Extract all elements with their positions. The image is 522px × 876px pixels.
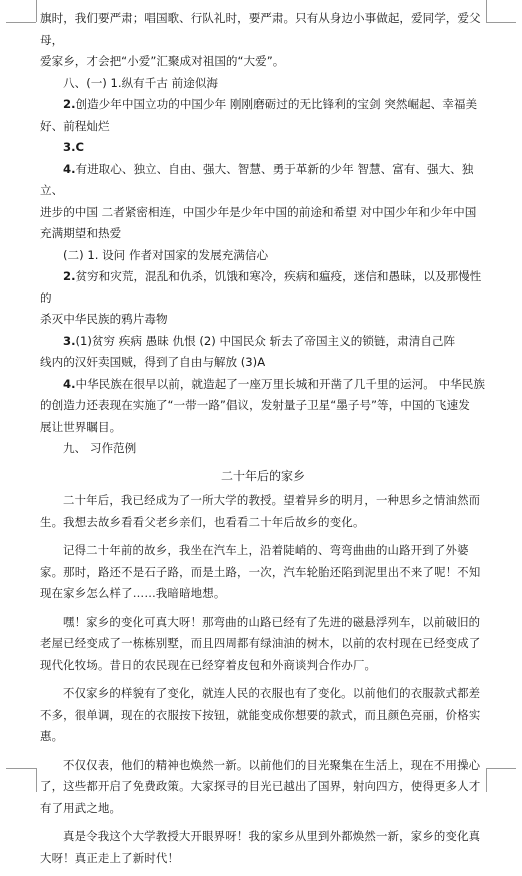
crop-mark-top-right-h: [486, 22, 516, 23]
essay-paragraph: 嘿！家乡的变化可真大呀！那弯曲的山路已经有了先进的磁悬浮列车，以前破旧的老屋已经变成了一栋栋别墅，而且四周都有绿油油的树木，以前的农村现在已经变成了现代化牧场。昔日的农民现在已经穿着皮包和外商谈判合作办厂。: [40, 614, 481, 672]
text-line: 充满期望和热爱: [40, 226, 122, 240]
essay-paragraph: 不仅仅表，他们的精神也焕然一新。以前他们的目光聚集在生活上，现在不用操心了，这些都开启了免费政策。大家探寻的目光已越出了国界，射向四方，使得更多人才有了用武之地。: [40, 757, 481, 815]
item-number: 4.: [63, 376, 76, 391]
answer-content: [40, 8, 486, 876]
essay-paragraph: 不仅家乡的样貌有了变化，就连人民的衣服也有了变化。以前他们的衣服款式都差不多，很单调，现在的衣服按下按钮，就能变成你想要的款式，而且颜色亮丽，价格实惠。: [40, 686, 481, 743]
essay-body: [40, 490, 486, 869]
text-line: 线内的汉奸卖国贼，得到了自由与解放 (3)A: [40, 355, 266, 369]
crop-mark-top-right-v: [486, 0, 487, 22]
answer-8-4: 4.有进取心、独立、自由、强大、智慧、勇于革新的少年 智慧、富有、强大、独立、: [40, 161, 474, 197]
item-number: 4.: [63, 161, 76, 176]
crop-mark-bottom-left-v: [36, 768, 37, 792]
text-line: 杀灭中华民族的鸦片毒物: [40, 312, 168, 326]
essay-paragraph: 真是令我这个大学教授大开眼界呀！我的家乡从里到外都焕然一新，家乡的变化真大呀！真正走上了新时代！: [40, 829, 481, 865]
answer-8b-4: 4.中华民族在很早以前，就造起了一座万里长城和开凿了几千里的运河。 中华民族: [63, 376, 485, 391]
section-9-heading: 九、 习作范例: [63, 441, 137, 455]
crop-mark-top-left-h: [6, 22, 36, 23]
essay-paragraph: 二十年后，我已经成为了一所大学的教授。望着异乡的明月，一种思乡之情油然而生。我想去故乡看看父老乡亲们，也看看二十年后故乡的变化。: [40, 493, 481, 529]
item-number: 2.: [63, 97, 76, 111]
essay-title: 二十年后的家乡: [220, 468, 305, 483]
answer-8-3: 3.C: [63, 140, 84, 154]
answer-8-2: 2.创造少年中国立功的中国少年 刚刚磨砺过的无比锋利的宝剑 突然崛起、幸福美: [63, 97, 478, 111]
section-8-part-2-heading: (二) 1. 设问 作者对国家的发展充满信心: [63, 247, 269, 262]
essay-paragraph: 记得二十年前的故乡，我坐在汽车上，沿着陡峭的、弯弯曲曲的山路开到了外婆家。那时，路还不是石子路，而是土路，一次，汽车轮胎还陷到泥里出不来了呢！不知现在家乡怎么样了……我暗暗地想。: [40, 543, 481, 600]
text-line: 展让世界瞩目。: [40, 419, 122, 434]
crop-mark-bottom-right-v: [486, 768, 487, 792]
item-number: 2.: [63, 269, 76, 283]
text-line: 爱家乡，才会把“小爱”汇聚成对祖国的“大爱”。: [40, 54, 285, 68]
answer-8b-3: 3.(1)贫穷 疾病 愚昧 仇恨 (2) 中国民众 斩去了帝国主义的锁链，肃清自己阵: [63, 333, 456, 348]
text-line: 旗时，我们要严肃；唱国歌、行队礼时，要严肃。只有从身边小事做起，爱同学，爱父母，: [40, 11, 481, 47]
crop-mark-bottom-right-h: [486, 768, 516, 769]
text-line: 进步的中国 二者紧密相连，中国少年是少年中国的前途和希望 对中国少年和少年中国: [40, 204, 477, 219]
crop-mark-bottom-left-h: [6, 768, 36, 769]
text-line: 好、前程灿烂: [40, 118, 110, 133]
item-number: 3.: [63, 333, 76, 348]
crop-mark-top-left-v: [36, 0, 37, 22]
section-8-heading: 八、(一) 1.纵有千古 前途似海: [63, 75, 219, 90]
answer-8b-2: 2.贫穷和灾荒，混乱和仇杀，饥饿和寒冷，疾病和瘟疫，迷信和愚昧，以及那慢性的: [40, 269, 482, 305]
text-line: 的创造力还表现在实施了“一带一路”倡议，发射量子卫星“墨子号”等，中国的飞速发: [40, 398, 470, 412]
